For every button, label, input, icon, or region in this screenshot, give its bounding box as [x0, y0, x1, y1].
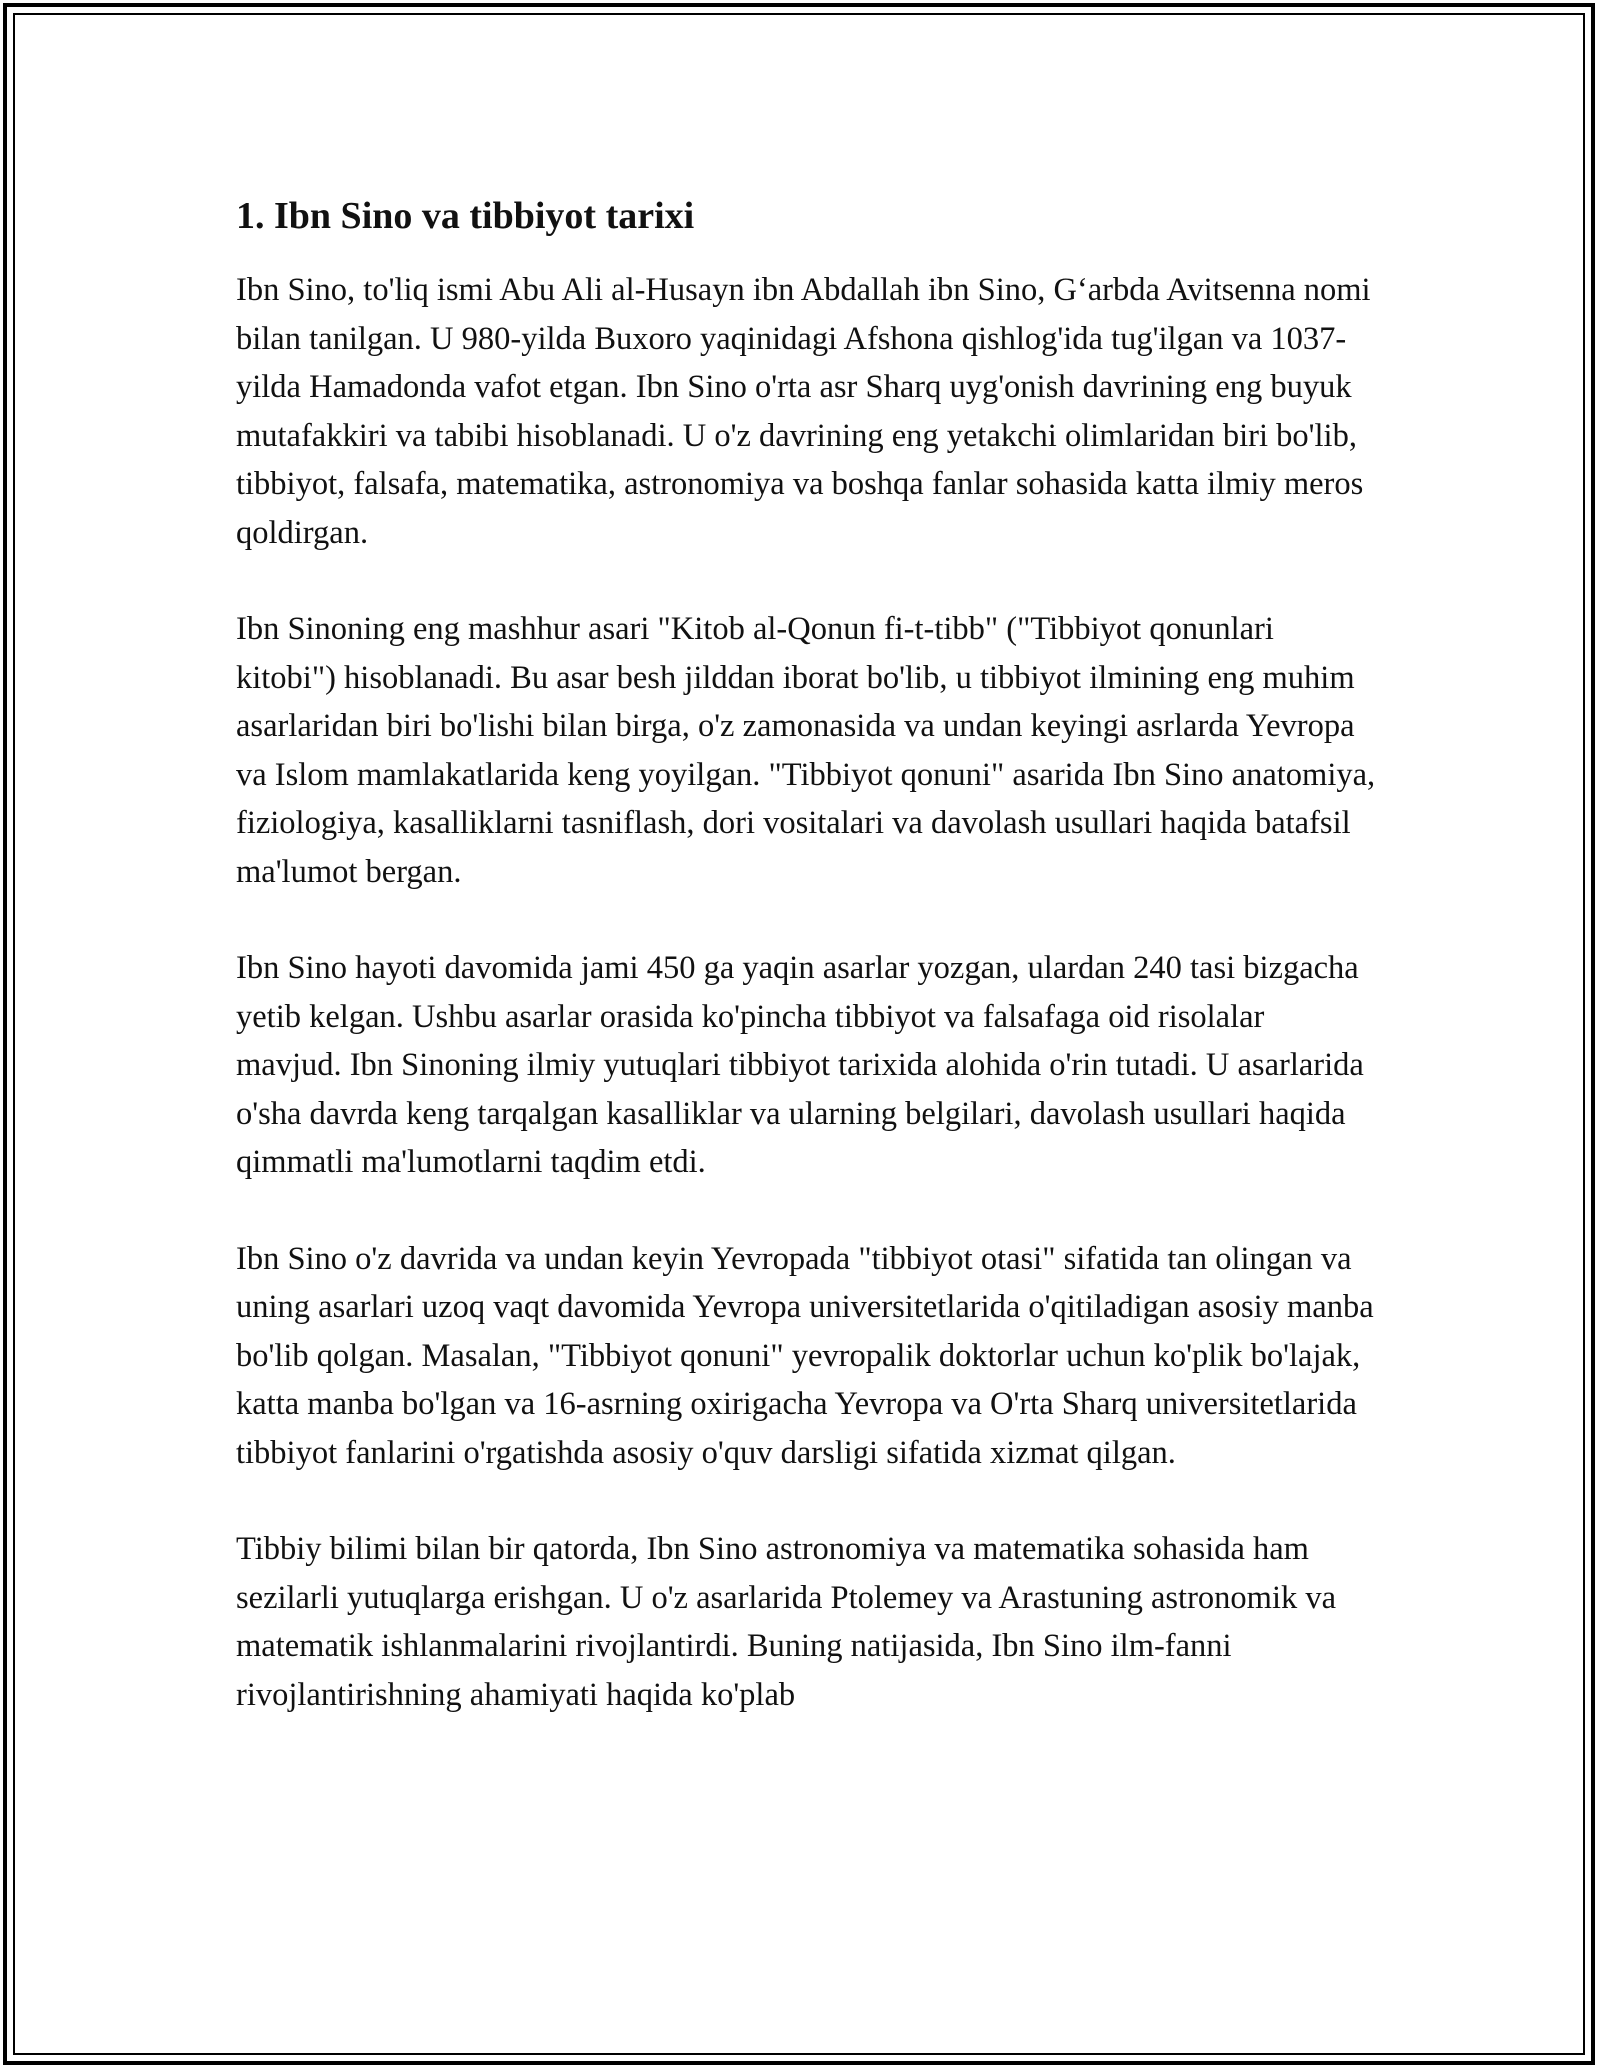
paragraph-5: Tibbiy bilimi bilan bir qatorda, Ibn Sino astronomiya va matematika sohasida ham sezilarli yutuqlarga erishgan. U o'z asarlarida Ptolemey va Arastuning astronomik va matematik ishlanmalarini rivojlantirdi. Buning natijasida, Ibn Sino ilm-fanni rivojlantirishning ahamiyati haqida ko'plab	[236, 1531, 1337, 1713]
document-body	[236, 188, 1376, 1719]
paragraph-3: Ibn Sino hayoti davomida jami 450 ga yaqin asarlar yozgan, ulardan 240 tasi bizgacha yetib kelgan. Ushbu asarlar orasida ko'pincha tibbiyot va falsafaga oid risolalar mavjud. Ibn Sinoning ilmiy yutuqlari tibbiyot tarixida alohida o'rin tutadi. U asarlarida o'sha davrda keng tarqalgan kasalliklar va ularning belgilari, davolash usullari haqida qimmatli ma'lumotlarni taqdim etdi.	[236, 950, 1364, 1180]
section-title: 1. Ibn Sino va tibbiyot tarixi	[236, 195, 695, 237]
paragraph-4: Ibn Sino o'z davrida va undan keyin Yevropada "tibbiyot otasi" sifatida tan olingan va uning asarlari uzoq vaqt davomida Yevropa universitetlarida o'qitiladigan asosiy manba bo'lib qolgan. Masalan, "Tibbiyot qonuni" yevropalik doktorlar uchun ko'plik bo'lajak, katta manba bo'lgan va 16-asrning oxirigacha Yevropa va O'rta Sharq universitetlarida tibbiyot fanlarini o'rgatishda asosiy o'quv darsligi sifatida xizmat qilgan.	[236, 1240, 1374, 1471]
paragraph-2: Ibn Sinoning eng mashhur asari "Kitob al-Qonun fi-t-tibb" ("Tibbiyot qonunlari kitobi") hisoblanadi. Bu asar besh jilddan iborat bo'lib, u tibbiyot ilmining eng muhim asarlaridan biri bo'lishi bilan birga, o'z zamonasida va undan keyingi asrlarda Yevropa va Islom mamlakatlarida keng yoyilgan. "Tibbiyot qonuni" asarida Ibn Sino anatomiya, fiziologiya, kasalliklarni tasniflash, dori vositalari va davolash usullari haqida batafsil ma'lumot bergan.	[236, 611, 1376, 890]
paragraph-1: Ibn Sino, to'liq ismi Abu Ali al-Husayn ibn Abdallah ibn Sino, G‘arbda Avitsenna nomi bilan tanilgan. U 980-yilda Buxoro yaqinidagi Afshona qishlog'ida tug'ilgan va 1037-yilda Hamadonda vafot etgan. Ibn Sino o'rta asr Sharq uyg'onish davrining eng buyuk mutafakkiri va tabibi hisoblanadi. U o'z davrining eng yetakchi olimlaridan biri bo'lib, tibbiyot, falsafa, matematika, astronomiya va boshqa fanlar sohasida katta ilmiy meros qoldirgan.	[236, 272, 1371, 551]
